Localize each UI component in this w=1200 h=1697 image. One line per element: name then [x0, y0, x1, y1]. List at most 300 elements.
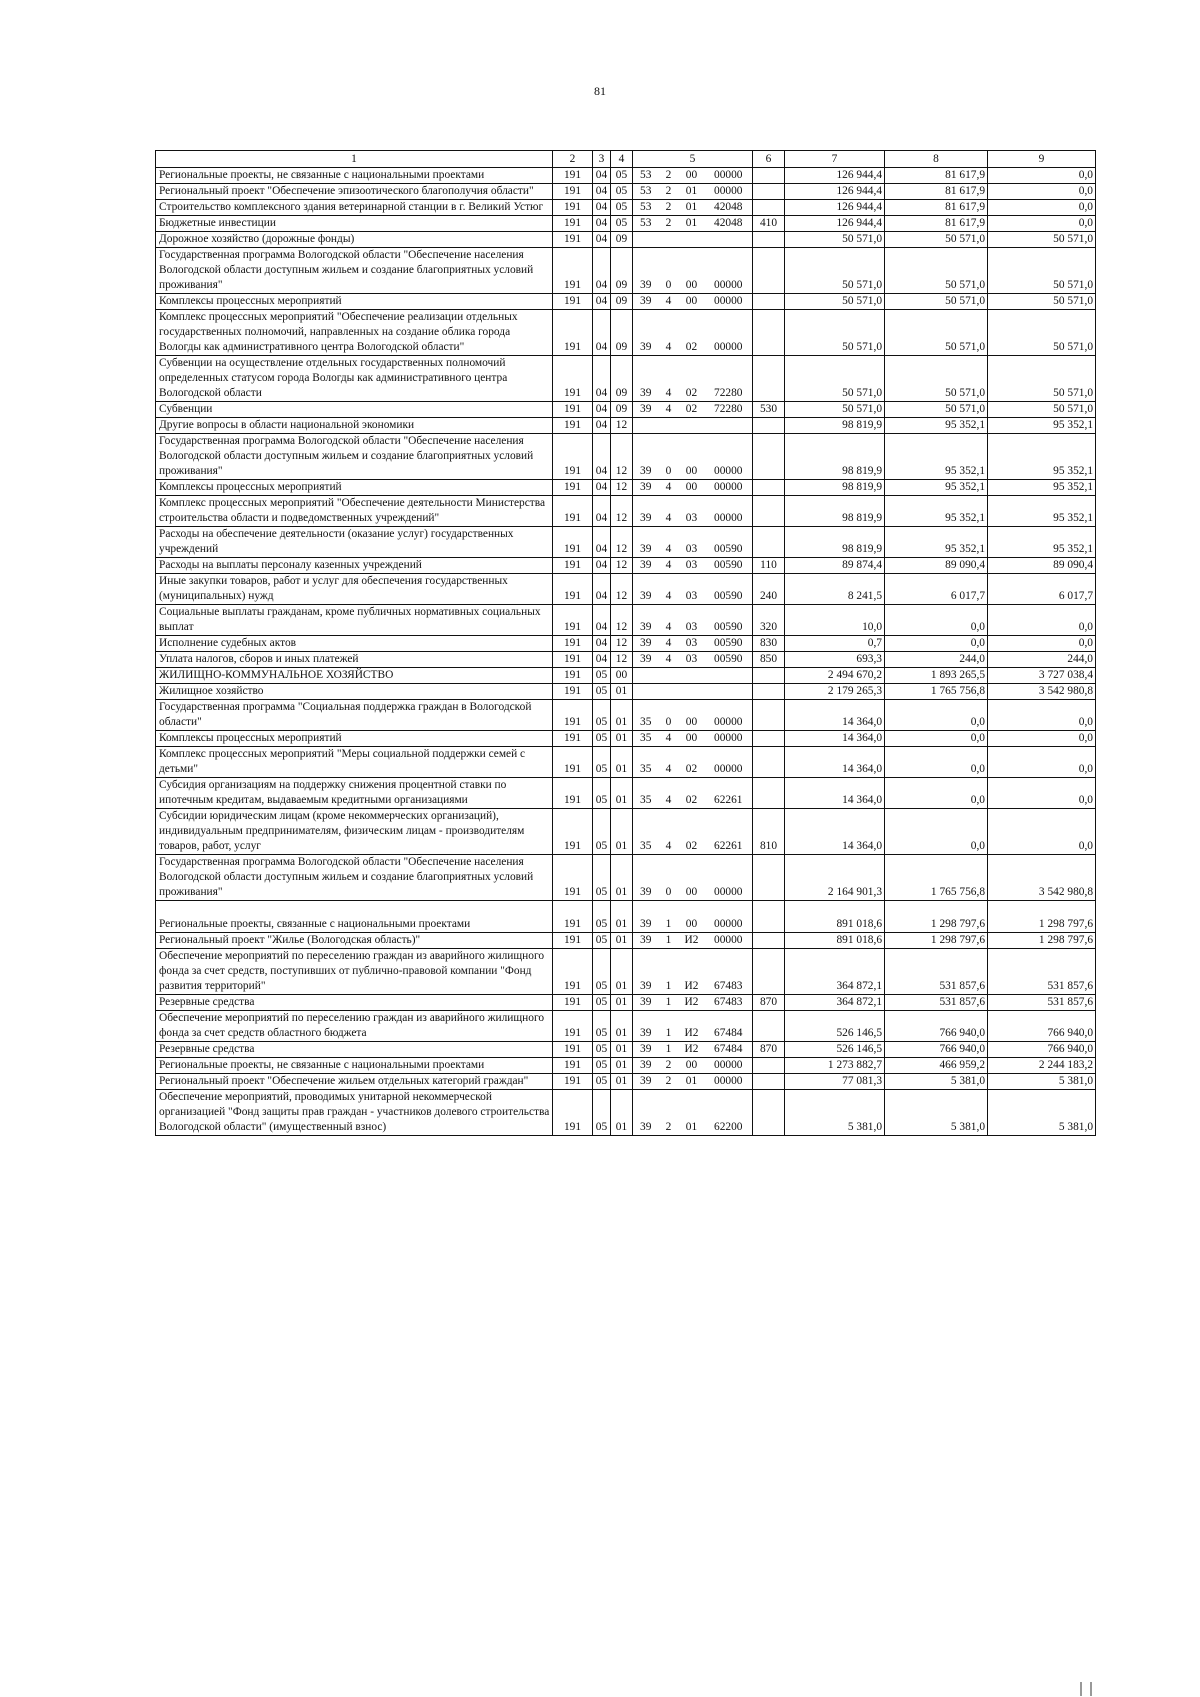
- table-row: [156, 1042, 1096, 1058]
- target-code-program-cell: 35: [633, 747, 659, 778]
- header-col-3: 3: [593, 151, 611, 168]
- subsection-code-cell: 12: [611, 496, 633, 527]
- gr-code-cell: 191: [553, 496, 593, 527]
- expense-type-cell: [753, 527, 785, 558]
- row-name-cell: Комплекс процессных мероприятий "Меры социальной поддержки семей с детьми": [156, 747, 553, 778]
- target-code-direction-cell: 00590: [705, 527, 753, 558]
- amount-year1-cell: 98 819,9: [785, 480, 885, 496]
- amount-year2-cell: 1 298 797,6: [885, 933, 988, 949]
- amount-year1-cell: 50 571,0: [785, 356, 885, 402]
- row-name-cell: Бюджетные инвестиции: [156, 216, 553, 232]
- gr-code-cell: 191: [553, 232, 593, 248]
- target-code-item-cell: [679, 418, 705, 434]
- gr-code-cell: 191: [553, 684, 593, 700]
- section-code-cell: 04: [593, 418, 611, 434]
- target-code-program-cell: 53: [633, 216, 659, 232]
- amount-year3-cell: 3 542 980,8: [988, 855, 1096, 901]
- subsection-code-cell: 09: [611, 310, 633, 356]
- target-code-type-cell: 1: [659, 995, 679, 1011]
- amount-year1-cell: 8 241,5: [785, 574, 885, 605]
- amount-year3-cell: 766 940,0: [988, 1011, 1096, 1042]
- amount-year2-cell: 81 617,9: [885, 184, 988, 200]
- table-row: [156, 995, 1096, 1011]
- expense-type-cell: [753, 778, 785, 809]
- target-code-direction-cell: 00000: [705, 1058, 753, 1074]
- target-code-direction-cell: 00590: [705, 652, 753, 668]
- target-code-item-cell: [679, 684, 705, 700]
- expense-type-cell: [753, 1090, 785, 1136]
- amount-year2-cell: 50 571,0: [885, 232, 988, 248]
- amount-year3-cell: 1 298 797,6: [988, 933, 1096, 949]
- subsection-code-cell: 05: [611, 216, 633, 232]
- amount-year2-cell: 766 940,0: [885, 1042, 988, 1058]
- amount-year3-cell: 0,0: [988, 731, 1096, 747]
- target-code-item-cell: 03: [679, 605, 705, 636]
- amount-year2-cell: 466 959,2: [885, 1058, 988, 1074]
- amount-year3-cell: 0,0: [988, 200, 1096, 216]
- row-name-cell: Комплекс процессных мероприятий "Обеспечение реализации отдельных государственных полномочий, направленных на создание облика города Вологды как административного центра Вологодской области": [156, 310, 553, 356]
- row-name-cell: Уплата налогов, сборов и иных платежей: [156, 652, 553, 668]
- target-code-type-cell: 0: [659, 248, 679, 294]
- target-code-direction-cell: [705, 232, 753, 248]
- gr-code-cell: 191: [553, 168, 593, 184]
- target-code-program-cell: 39: [633, 1042, 659, 1058]
- target-code-direction-cell: [705, 684, 753, 700]
- amount-year2-cell: 81 617,9: [885, 216, 988, 232]
- gr-code-cell: 191: [553, 1011, 593, 1042]
- target-code-type-cell: 4: [659, 636, 679, 652]
- target-code-direction-cell: [705, 418, 753, 434]
- subsection-code-cell: 01: [611, 747, 633, 778]
- expense-type-cell: 240: [753, 574, 785, 605]
- table-row: [156, 731, 1096, 747]
- section-code-cell: 04: [593, 434, 611, 480]
- amount-year1-cell: 126 944,4: [785, 216, 885, 232]
- target-code-direction-cell: 00000: [705, 184, 753, 200]
- target-code-program-cell: 39: [633, 995, 659, 1011]
- row-name-cell: Субвенции: [156, 402, 553, 418]
- expense-type-cell: [753, 496, 785, 527]
- row-name-cell: Комплексы процессных мероприятий: [156, 294, 553, 310]
- target-code-type-cell: 4: [659, 558, 679, 574]
- target-code-type-cell: 4: [659, 574, 679, 605]
- target-code-program-cell: 39: [633, 402, 659, 418]
- section-code-cell: 05: [593, 731, 611, 747]
- subsection-code-cell: 01: [611, 949, 633, 995]
- table-row: [156, 200, 1096, 216]
- target-code-program-cell: [633, 668, 659, 684]
- table-row: [156, 294, 1096, 310]
- amount-year2-cell: 50 571,0: [885, 402, 988, 418]
- target-code-program-cell: 39: [633, 434, 659, 480]
- subsection-code-cell: 12: [611, 574, 633, 605]
- target-code-direction-cell: 00000: [705, 294, 753, 310]
- section-code-cell: 05: [593, 778, 611, 809]
- amount-year1-cell: 891 018,6: [785, 901, 885, 933]
- target-code-program-cell: 39: [633, 574, 659, 605]
- section-code-cell: 05: [593, 1090, 611, 1136]
- amount-year3-cell: 0,0: [988, 636, 1096, 652]
- amount-year1-cell: 50 571,0: [785, 232, 885, 248]
- gr-code-cell: 191: [553, 200, 593, 216]
- target-code-type-cell: 1: [659, 901, 679, 933]
- amount-year1-cell: 98 819,9: [785, 418, 885, 434]
- gr-code-cell: 191: [553, 809, 593, 855]
- section-code-cell: 05: [593, 1042, 611, 1058]
- table-row: [156, 418, 1096, 434]
- target-code-direction-cell: 67484: [705, 1011, 753, 1042]
- amount-year3-cell: 0,0: [988, 747, 1096, 778]
- table-row: [156, 668, 1096, 684]
- target-code-item-cell: [679, 668, 705, 684]
- target-code-type-cell: 4: [659, 294, 679, 310]
- amount-year3-cell: 0,0: [988, 778, 1096, 809]
- target-code-type-cell: 2: [659, 1074, 679, 1090]
- gr-code-cell: 191: [553, 248, 593, 294]
- table-body: [156, 168, 1096, 1136]
- subsection-code-cell: 01: [611, 1011, 633, 1042]
- amount-year3-cell: 766 940,0: [988, 1042, 1096, 1058]
- target-code-type-cell: [659, 668, 679, 684]
- target-code-item-cell: 03: [679, 527, 705, 558]
- expense-type-cell: [753, 700, 785, 731]
- table-row: [156, 184, 1096, 200]
- table-row: [156, 558, 1096, 574]
- amount-year3-cell: 244,0: [988, 652, 1096, 668]
- amount-year1-cell: 98 819,9: [785, 434, 885, 480]
- amount-year2-cell: 81 617,9: [885, 200, 988, 216]
- table-row: [156, 480, 1096, 496]
- amount-year1-cell: 89 874,4: [785, 558, 885, 574]
- amount-year1-cell: 10,0: [785, 605, 885, 636]
- target-code-item-cell: 01: [679, 200, 705, 216]
- target-code-item-cell: 01: [679, 1090, 705, 1136]
- target-code-program-cell: 35: [633, 809, 659, 855]
- table-row: [156, 574, 1096, 605]
- table-row: [156, 1090, 1096, 1136]
- target-code-item-cell: 03: [679, 574, 705, 605]
- gr-code-cell: 191: [553, 933, 593, 949]
- target-code-program-cell: 39: [633, 294, 659, 310]
- target-code-item-cell: 00: [679, 1058, 705, 1074]
- gr-code-cell: 191: [553, 605, 593, 636]
- table-row: [156, 496, 1096, 527]
- target-code-item-cell: И2: [679, 995, 705, 1011]
- subsection-code-cell: 01: [611, 1090, 633, 1136]
- section-code-cell: 05: [593, 684, 611, 700]
- subsection-code-cell: 01: [611, 1074, 633, 1090]
- section-code-cell: 05: [593, 933, 611, 949]
- amount-year2-cell: 50 571,0: [885, 248, 988, 294]
- row-name-cell: Комплекс процессных мероприятий "Обеспечение деятельности Министерства строительства области и подведомственных учреждений": [156, 496, 553, 527]
- target-code-type-cell: 2: [659, 1090, 679, 1136]
- target-code-type-cell: 1: [659, 1011, 679, 1042]
- section-code-cell: 04: [593, 605, 611, 636]
- gr-code-cell: 191: [553, 636, 593, 652]
- target-code-program-cell: 39: [633, 636, 659, 652]
- amount-year3-cell: 1 298 797,6: [988, 901, 1096, 933]
- amount-year1-cell: 364 872,1: [785, 949, 885, 995]
- header-col-1: 1: [156, 151, 553, 168]
- subsection-code-cell: 12: [611, 434, 633, 480]
- page-number: 81: [594, 84, 606, 98]
- table-row: [156, 248, 1096, 294]
- subsection-code-cell: 01: [611, 1042, 633, 1058]
- budget-table: [155, 150, 1096, 1136]
- amount-year1-cell: 98 819,9: [785, 527, 885, 558]
- amount-year3-cell: 89 090,4: [988, 558, 1096, 574]
- target-code-direction-cell: 00000: [705, 901, 753, 933]
- section-code-cell: 04: [593, 496, 611, 527]
- header-col-8: 8: [885, 151, 988, 168]
- subsection-code-cell: 09: [611, 402, 633, 418]
- target-code-program-cell: 39: [633, 496, 659, 527]
- subsection-code-cell: 01: [611, 933, 633, 949]
- amount-year3-cell: 50 571,0: [988, 402, 1096, 418]
- section-code-cell: 05: [593, 700, 611, 731]
- subsection-code-cell: 05: [611, 168, 633, 184]
- subsection-code-cell: 12: [611, 605, 633, 636]
- amount-year3-cell: 0,0: [988, 700, 1096, 731]
- target-code-direction-cell: 00000: [705, 747, 753, 778]
- expense-type-cell: [753, 855, 785, 901]
- amount-year1-cell: 98 819,9: [785, 496, 885, 527]
- amount-year2-cell: 0,0: [885, 778, 988, 809]
- expense-type-cell: [753, 232, 785, 248]
- target-code-item-cell: 01: [679, 1074, 705, 1090]
- amount-year2-cell: 89 090,4: [885, 558, 988, 574]
- amount-year1-cell: 364 872,1: [785, 995, 885, 1011]
- amount-year3-cell: 2 244 183,2: [988, 1058, 1096, 1074]
- section-code-cell: 04: [593, 480, 611, 496]
- target-code-direction-cell: [705, 668, 753, 684]
- target-code-type-cell: 4: [659, 652, 679, 668]
- amount-year3-cell: 95 352,1: [988, 434, 1096, 480]
- target-code-direction-cell: 00000: [705, 168, 753, 184]
- table-row: [156, 605, 1096, 636]
- target-code-item-cell: 00: [679, 294, 705, 310]
- target-code-program-cell: 39: [633, 480, 659, 496]
- row-name-cell: Строительство комплексного здания ветеринарной станции в г. Великий Устюг: [156, 200, 553, 216]
- table-row: [156, 310, 1096, 356]
- target-code-direction-cell: 42048: [705, 200, 753, 216]
- subsection-code-cell: 09: [611, 356, 633, 402]
- target-code-direction-cell: 67484: [705, 1042, 753, 1058]
- gr-code-cell: 191: [553, 558, 593, 574]
- amount-year2-cell: 1 765 756,8: [885, 684, 988, 700]
- target-code-type-cell: 4: [659, 480, 679, 496]
- target-code-direction-cell: 62261: [705, 809, 753, 855]
- target-code-type-cell: [659, 418, 679, 434]
- target-code-program-cell: 39: [633, 248, 659, 294]
- section-code-cell: 05: [593, 901, 611, 933]
- row-name-cell: Резервные средства: [156, 1042, 553, 1058]
- amount-year2-cell: 531 857,6: [885, 995, 988, 1011]
- target-code-direction-cell: 00000: [705, 496, 753, 527]
- row-name-cell: Субсидия организациям на поддержку снижения процентной ставки по ипотечным кредитам, выдаваемым кредитными организациями: [156, 778, 553, 809]
- amount-year2-cell: 0,0: [885, 747, 988, 778]
- amount-year1-cell: 50 571,0: [785, 294, 885, 310]
- amount-year2-cell: 5 381,0: [885, 1090, 988, 1136]
- subsection-code-cell: 12: [611, 652, 633, 668]
- target-code-item-cell: 01: [679, 216, 705, 232]
- amount-year1-cell: 891 018,6: [785, 933, 885, 949]
- target-code-direction-cell: 00000: [705, 248, 753, 294]
- target-code-type-cell: 0: [659, 700, 679, 731]
- target-code-direction-cell: 62200: [705, 1090, 753, 1136]
- row-name-cell: Региональный проект "Обеспечение жильем отдельных категорий граждан": [156, 1074, 553, 1090]
- target-code-program-cell: 39: [633, 933, 659, 949]
- amount-year3-cell: 0,0: [988, 216, 1096, 232]
- row-name-cell: Региональные проекты, связанные с национальными проектами: [156, 901, 553, 933]
- row-name-cell: Государственная программа Вологодской области "Обеспечение населения Вологодской области доступным жильем и создание благоприятных условий проживания": [156, 434, 553, 480]
- row-name-cell: Жилищное хозяйство: [156, 684, 553, 700]
- target-code-direction-cell: 62261: [705, 778, 753, 809]
- target-code-type-cell: 1: [659, 949, 679, 995]
- target-code-type-cell: 4: [659, 809, 679, 855]
- expense-type-cell: [753, 901, 785, 933]
- expense-type-cell: 850: [753, 652, 785, 668]
- target-code-type-cell: 4: [659, 747, 679, 778]
- table-row: [156, 747, 1096, 778]
- target-code-item-cell: 02: [679, 402, 705, 418]
- target-code-program-cell: 35: [633, 700, 659, 731]
- table-row: [156, 1074, 1096, 1090]
- row-name-cell: Социальные выплаты гражданам, кроме публичных нормативных социальных выплат: [156, 605, 553, 636]
- amount-year1-cell: 1 273 882,7: [785, 1058, 885, 1074]
- section-code-cell: 05: [593, 995, 611, 1011]
- amount-year1-cell: 50 571,0: [785, 248, 885, 294]
- gr-code-cell: 191: [553, 949, 593, 995]
- target-code-item-cell: 00: [679, 480, 705, 496]
- target-code-item-cell: 00: [679, 168, 705, 184]
- target-code-type-cell: 1: [659, 1042, 679, 1058]
- target-code-item-cell: 00: [679, 434, 705, 480]
- section-code-cell: 04: [593, 636, 611, 652]
- amount-year2-cell: 0,0: [885, 731, 988, 747]
- table-row: [156, 232, 1096, 248]
- row-name-cell: Региональные проекты, не связанные с национальными проектами: [156, 1058, 553, 1074]
- gr-code-cell: 191: [553, 778, 593, 809]
- amount-year2-cell: 95 352,1: [885, 496, 988, 527]
- amount-year3-cell: 5 381,0: [988, 1090, 1096, 1136]
- target-code-type-cell: 1: [659, 933, 679, 949]
- target-code-program-cell: 39: [633, 901, 659, 933]
- section-code-cell: 05: [593, 855, 611, 901]
- row-name-cell: Государственная программа Вологодской области "Обеспечение населения Вологодской области доступным жильем и создание благоприятных условий проживания": [156, 248, 553, 294]
- table-row: [156, 1011, 1096, 1042]
- expense-type-cell: 320: [753, 605, 785, 636]
- table-row: [156, 933, 1096, 949]
- amount-year1-cell: 14 364,0: [785, 809, 885, 855]
- target-code-program-cell: 35: [633, 778, 659, 809]
- target-code-item-cell: 03: [679, 496, 705, 527]
- amount-year3-cell: 531 857,6: [988, 995, 1096, 1011]
- target-code-type-cell: [659, 232, 679, 248]
- target-code-item-cell: 00: [679, 731, 705, 747]
- amount-year2-cell: 0,0: [885, 700, 988, 731]
- target-code-direction-cell: 00000: [705, 933, 753, 949]
- amount-year3-cell: 95 352,1: [988, 496, 1096, 527]
- section-code-cell: 05: [593, 668, 611, 684]
- target-code-type-cell: 4: [659, 527, 679, 558]
- gr-code-cell: 191: [553, 855, 593, 901]
- target-code-type-cell: 4: [659, 496, 679, 527]
- amount-year1-cell: 2 179 265,3: [785, 684, 885, 700]
- gr-code-cell: 191: [553, 402, 593, 418]
- amount-year3-cell: 50 571,0: [988, 310, 1096, 356]
- table-row: [156, 434, 1096, 480]
- target-code-item-cell: 02: [679, 809, 705, 855]
- row-name-cell: Дорожное хозяйство (дорожные фонды): [156, 232, 553, 248]
- target-code-program-cell: 39: [633, 1011, 659, 1042]
- amount-year2-cell: 531 857,6: [885, 949, 988, 995]
- expense-type-cell: 110: [753, 558, 785, 574]
- target-code-item-cell: 00: [679, 700, 705, 731]
- target-code-type-cell: 4: [659, 605, 679, 636]
- target-code-program-cell: 53: [633, 168, 659, 184]
- amount-year3-cell: 0,0: [988, 809, 1096, 855]
- target-code-item-cell: И2: [679, 1042, 705, 1058]
- target-code-direction-cell: 67483: [705, 995, 753, 1011]
- gr-code-cell: 191: [553, 652, 593, 668]
- table-row: [156, 402, 1096, 418]
- amount-year1-cell: 50 571,0: [785, 310, 885, 356]
- target-code-program-cell: 39: [633, 1058, 659, 1074]
- expense-type-cell: [753, 434, 785, 480]
- expense-type-cell: 410: [753, 216, 785, 232]
- amount-year3-cell: 531 857,6: [988, 949, 1096, 995]
- amount-year1-cell: 0,7: [785, 636, 885, 652]
- amount-year3-cell: 95 352,1: [988, 480, 1096, 496]
- amount-year3-cell: 0,0: [988, 168, 1096, 184]
- scan-edge-mark: [1077, 1682, 1101, 1696]
- amount-year2-cell: 5 381,0: [885, 1074, 988, 1090]
- target-code-item-cell: 01: [679, 184, 705, 200]
- target-code-direction-cell: 67483: [705, 949, 753, 995]
- target-code-program-cell: 53: [633, 200, 659, 216]
- gr-code-cell: 191: [553, 434, 593, 480]
- target-code-item-cell: 02: [679, 356, 705, 402]
- target-code-direction-cell: 72280: [705, 356, 753, 402]
- table-row: [156, 652, 1096, 668]
- amount-year1-cell: 50 571,0: [785, 402, 885, 418]
- amount-year3-cell: 0,0: [988, 184, 1096, 200]
- amount-year1-cell: 14 364,0: [785, 731, 885, 747]
- section-code-cell: 05: [593, 1011, 611, 1042]
- expense-type-cell: 810: [753, 809, 785, 855]
- target-code-program-cell: [633, 232, 659, 248]
- subsection-code-cell: 09: [611, 232, 633, 248]
- target-code-type-cell: 4: [659, 310, 679, 356]
- table-row: [156, 168, 1096, 184]
- section-code-cell: 04: [593, 356, 611, 402]
- subsection-code-cell: 01: [611, 778, 633, 809]
- section-code-cell: 04: [593, 168, 611, 184]
- table-row: [156, 527, 1096, 558]
- target-code-item-cell: 02: [679, 747, 705, 778]
- section-code-cell: 05: [593, 809, 611, 855]
- table-row: [156, 809, 1096, 855]
- expense-type-cell: [753, 248, 785, 294]
- target-code-type-cell: [659, 684, 679, 700]
- gr-code-cell: 191: [553, 184, 593, 200]
- amount-year3-cell: 50 571,0: [988, 294, 1096, 310]
- expense-type-cell: 530: [753, 402, 785, 418]
- expense-type-cell: [753, 200, 785, 216]
- amount-year1-cell: 126 944,4: [785, 200, 885, 216]
- amount-year2-cell: 95 352,1: [885, 418, 988, 434]
